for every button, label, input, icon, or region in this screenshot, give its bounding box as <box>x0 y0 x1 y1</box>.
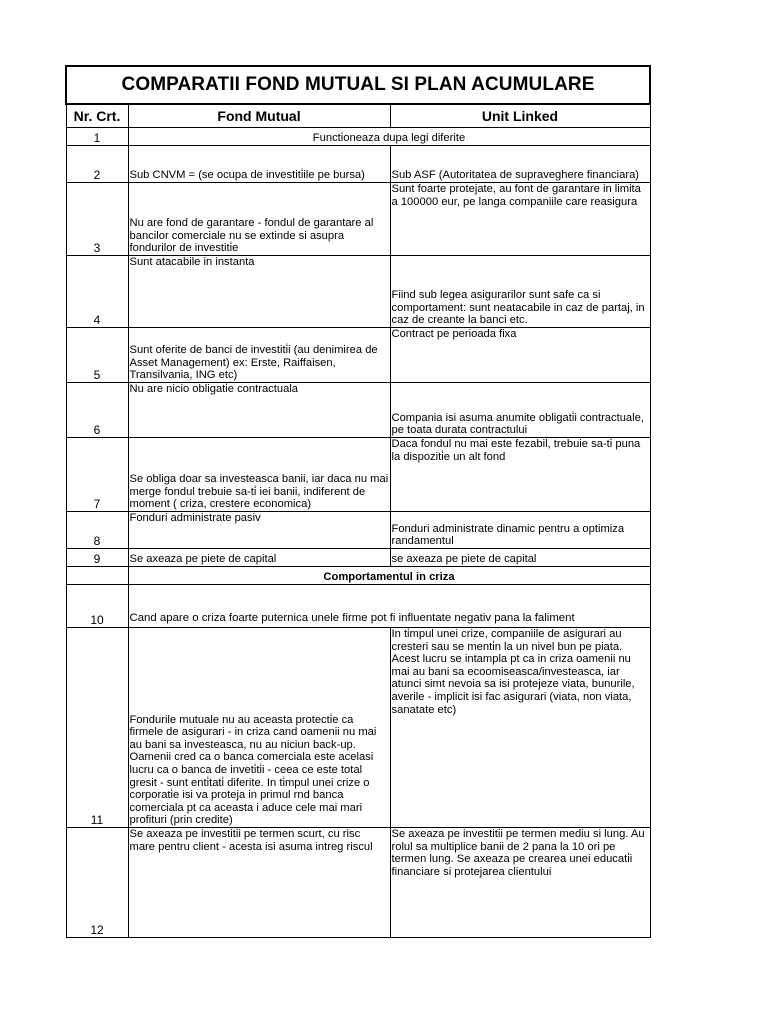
table-row <box>66 146 650 183</box>
unit-linked-cell: Se axeaza pe investiti̇i pe termen mediu si lung. Au rolul sa multiplice banii de 2 pana la 10 ori pe termen lung. Se axeaza pe crearea unei educati̇i financiare si protejarea clientului <box>390 828 650 938</box>
fond-mutual-cell: Sub CNVM = (se ocupa de investiti̇ile pe bursa) <box>128 146 390 183</box>
row-number: 10 <box>66 585 128 628</box>
table-row <box>66 438 650 512</box>
row-number: 8 <box>66 512 128 549</box>
header-unit-linked: Unit Linked <box>390 104 650 128</box>
unit-linked-cell: Sub ASF (Autoritatea de supraveghere financiara) <box>390 146 650 183</box>
row-number: 9 <box>66 549 128 567</box>
table-row <box>66 328 650 383</box>
table-row <box>66 628 650 828</box>
merged-cell: Cand apare o criza foarte puternica unele firme pot fi influentate negativ pana la faliment <box>128 585 650 628</box>
unit-linked-cell: Compania isi asuma anumite obligati̇i contractuale, pe toata durata contractului <box>390 383 650 438</box>
merged-cell: Functi̇oneaza dupa legi diferite <box>128 128 650 146</box>
table-row <box>66 549 650 567</box>
table-row <box>66 183 650 256</box>
fond-mutual-cell: Se obliga doar sa investeasca banii, iar daca nu mai merge fondul trebuie sa-ti̇ iei banii, indiferent de moment ( criza, crestere economica) <box>128 438 390 512</box>
unit-linked-cell: Daca fondul nu mai este fezabil, trebuie sa-ti̇ puna la dispoziti̇e un alt fond <box>390 438 650 512</box>
table-row <box>66 128 650 146</box>
row-number: 1 <box>66 128 128 146</box>
header-row <box>66 104 650 128</box>
row-number: 6 <box>66 383 128 438</box>
comparison-table <box>65 65 651 938</box>
fond-mutual-cell: Fondurile mutuale nu au aceasta protecti̇e ca firmele de asigurari - in criza cand oamenii nu mai au bani sa investeasca, nu au niciun back-up. Oamenii cred ca o banca comerciala este acelasi lucru ca o banca de inveti̇ti̇i - ceea ce este total gresit - sunt enti̇tati̇ diferite. In ti̇mpul unei crize o corporati̇e isi va proteja in primul rnd banca comerciala pt ca aceasta i aduce cele mai mari profituri (prin credite) <box>128 628 390 828</box>
fond-mutual-cell: Sunt oferite de banci de investiti̇i (au denimirea de Asset Management) ex: Erste, Raiffaisen, Transilvania, ING etc) <box>128 328 390 383</box>
header-fond-mutual: Fond Mutual <box>128 104 390 128</box>
fond-mutual-cell: Se axeaza pe piete de capital <box>128 549 390 567</box>
row-number: 11 <box>66 628 128 828</box>
table-row <box>66 256 650 328</box>
table-row <box>66 512 650 549</box>
row-number: 4 <box>66 256 128 328</box>
fond-mutual-cell: Sunt atacabile in instanta <box>128 256 390 328</box>
row-number: 2 <box>66 146 128 183</box>
section-title: Comportamentul in criza <box>128 567 650 585</box>
row-number: 3 <box>66 183 128 256</box>
table-row <box>66 585 650 628</box>
unit-linked-cell: Fonduri administrate dinamic pentru a optimiza randamentul <box>390 512 650 549</box>
fond-mutual-cell: Se axeaza pe investiti̇i pe termen scurt, cu risc mare pentru client - acesta isi asuma intreg riscul <box>128 828 390 938</box>
table-row <box>66 383 650 438</box>
unit-linked-cell: In ti̇mpul unei crize, companiile de asigurari au cresteri sau se menti̇n la un nivel bun pe piata. Acest lucru se intampla pt ca in criza oamenii nu mai au bani sa ecoomiseasca/investeasca, iar atunci simt nevoia sa isi protejeze viata, bunurile, averile - implicit isi fac asigurari (viata, non viata, sanatate etc) <box>390 628 650 828</box>
unit-linked-cell: Contract pe perioada fixa <box>390 328 650 383</box>
table-row <box>66 828 650 938</box>
spreadsheet <box>65 65 649 938</box>
header-nr: Nr. Crt. <box>66 104 128 128</box>
table-title: COMPARATII FOND MUTUAL SI PLAN ACUMULARE <box>66 66 650 104</box>
unit-linked-cell: se axeaza pe piete de capital <box>390 549 650 567</box>
unit-linked-cell: Fiind sub legea asigurarilor sunt safe ca si comportament: sunt neatacabile in caz de partaj, in caz de creante la banci etc. <box>390 256 650 328</box>
fond-mutual-cell: Fonduri administrate pasiv <box>128 512 390 549</box>
row-number: 7 <box>66 438 128 512</box>
row-number: 5 <box>66 328 128 383</box>
unit-linked-cell: Sunt foarte protejate, au font de garantare in limita a 100000 eur, pe langa companiile care reasigura <box>390 183 650 256</box>
section-row <box>66 567 650 585</box>
row-number: 12 <box>66 828 128 938</box>
fond-mutual-cell: Nu are fond de garantare - fondul de garantare al bancilor comerciale nu se extinde si asupra fondurilor de investiti̇e <box>128 183 390 256</box>
empty-cell <box>66 567 128 585</box>
fond-mutual-cell: Nu are nicio obligati̇e contractuala <box>128 383 390 438</box>
